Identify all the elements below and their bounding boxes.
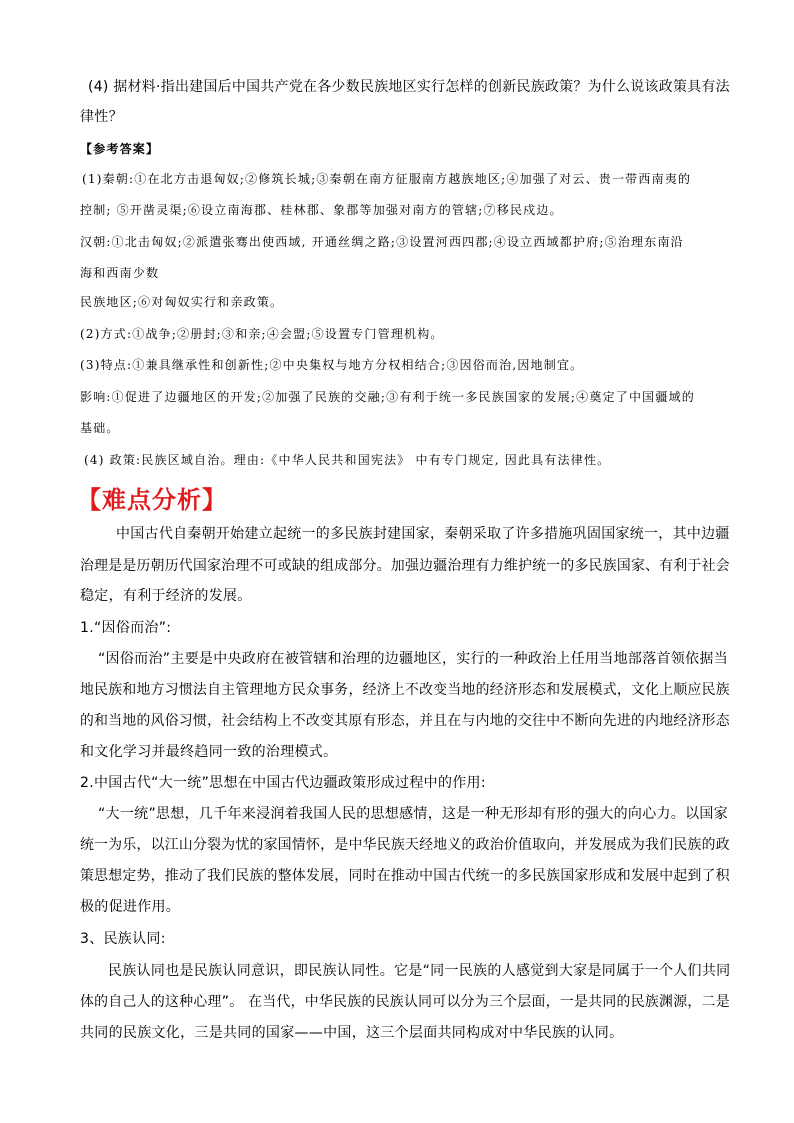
analysis-heading: 【难点分析】 [77, 486, 227, 514]
answer-line: 影响:①促进了边疆地区的开发;②加强了民族的交融;③有利于统一多民族国家的发展;④奠定了中国疆域的 [80, 390, 695, 404]
answer-line: 汉朝:①北击匈奴;②派遣张骞出使西域, 开通丝绸之路;③设置河西四郡;④设立西域都护府;⑤治理东南沿 [80, 235, 684, 249]
section-2-line: “大一统”思想，几千年来浸润着我国人民的思想感情，这是一种无形却有形的强大的向心力。以国家 [98, 806, 729, 822]
section-1-line: 和文化学习并最终趋同一致的治理模式。 [80, 744, 338, 760]
section-2-line: 极的促进作用。 [80, 899, 181, 915]
section-2-line: 统一为乐，以江山分裂为忧的家国情怀，是中华民族天经地义的政治价值取向，并发展成为我们民族的政 [80, 837, 730, 853]
section-3-title: 3、民族认同: [80, 931, 166, 947]
section-1-line: 的和当地的风俗习惯，社会结构上不改变其原有形态，并且在与内地的交往中不断向先进的内地经济形态 [80, 713, 730, 729]
analysis-intro-line: 中国古代自秦朝开始建立起统一的多民族封建国家，秦朝采取了许多措施巩固国家统一，其中边疆 [116, 526, 730, 542]
section-3-line: 共同的民族文化，三是共同的国家——中国，这三个层面共同构成对中华民族的认同。 [80, 1025, 624, 1041]
section-3-line: 民族认同也是民族认同意识，即民族认同性。它是“同一民族的人感觉到大家是同属于一个人们共同 [108, 963, 731, 979]
answer-line: (2)方式:①战争;②册封;③和亲;④会盟;⑤设置专门管理机构。 [80, 327, 444, 341]
answer-line: 控制; ⑤开凿灵渠;⑥设立南海郡、桂林郡、象郡等加强对南方的管辖;⑦移民戍边。 [80, 203, 563, 217]
answer-header: 【参考答案】 [80, 142, 160, 156]
answer-line: 民族地区;⑥对匈奴实行和亲政策。 [80, 295, 284, 309]
answer-line: (4) 政策:民族区域自治。理由:《中华人民共和国宪法》 中有专门规定, 因此具有法律性。 [84, 453, 611, 467]
section-1-title: 1.“因俗而治”: [80, 620, 172, 636]
question-4-line-1: (4) 据材料·指出建国后中国共产党在各少数民族地区实行怎样的创新民族政策？为什么说该政策具有法 [88, 79, 730, 95]
section-2-title: 2.中国古代“大一统”思想在中国古代边疆政策形成过程中的作用: [80, 775, 486, 791]
answer-line: 海和西南少数 [80, 266, 160, 280]
answer-line: (3)特点:①兼具继承性和创新性;②中央集权与地方分权相结合;③因俗而治,因地制宜。 [80, 358, 584, 372]
answer-line: (1)秦朝:①在北方击退匈奴;②修筑长城;③秦朝在南方征服南方越族地区;④加强了对云、贵一带西南夷的 [82, 172, 692, 186]
section-1-line: 地民族和地方习惯法自主管理地方民众事务，经济上不改变当地的经济形态和发展模式，文化上顺应民族 [80, 682, 730, 698]
question-4-line-2: 律性？ [80, 109, 123, 125]
analysis-intro-line: 治理是是历朝历代国家治理不可或缺的组成部分。加强边疆治理有力维护统一的多民族国家、有利于社会 [80, 558, 730, 574]
analysis-intro-line: 稳定，有利于经济的发展。 [80, 588, 252, 604]
answer-line: 基础。 [80, 421, 120, 435]
section-2-line: 策思想定势，推动了我们民族的整体发展，同时在推动中国古代统一的多民族国家形成和发展中起到了积 [80, 868, 730, 884]
section-3-line: 体的自己人的这种心理”。 在当代，中华民族的民族认同可以分为三个层面，一是共同的民族渊源，二是 [80, 994, 730, 1010]
section-1-line: “因俗而治”主要是中央政府在被管辖和治理的边疆地区，实行的一种政治上任用当地部落首领依据当 [98, 651, 729, 667]
